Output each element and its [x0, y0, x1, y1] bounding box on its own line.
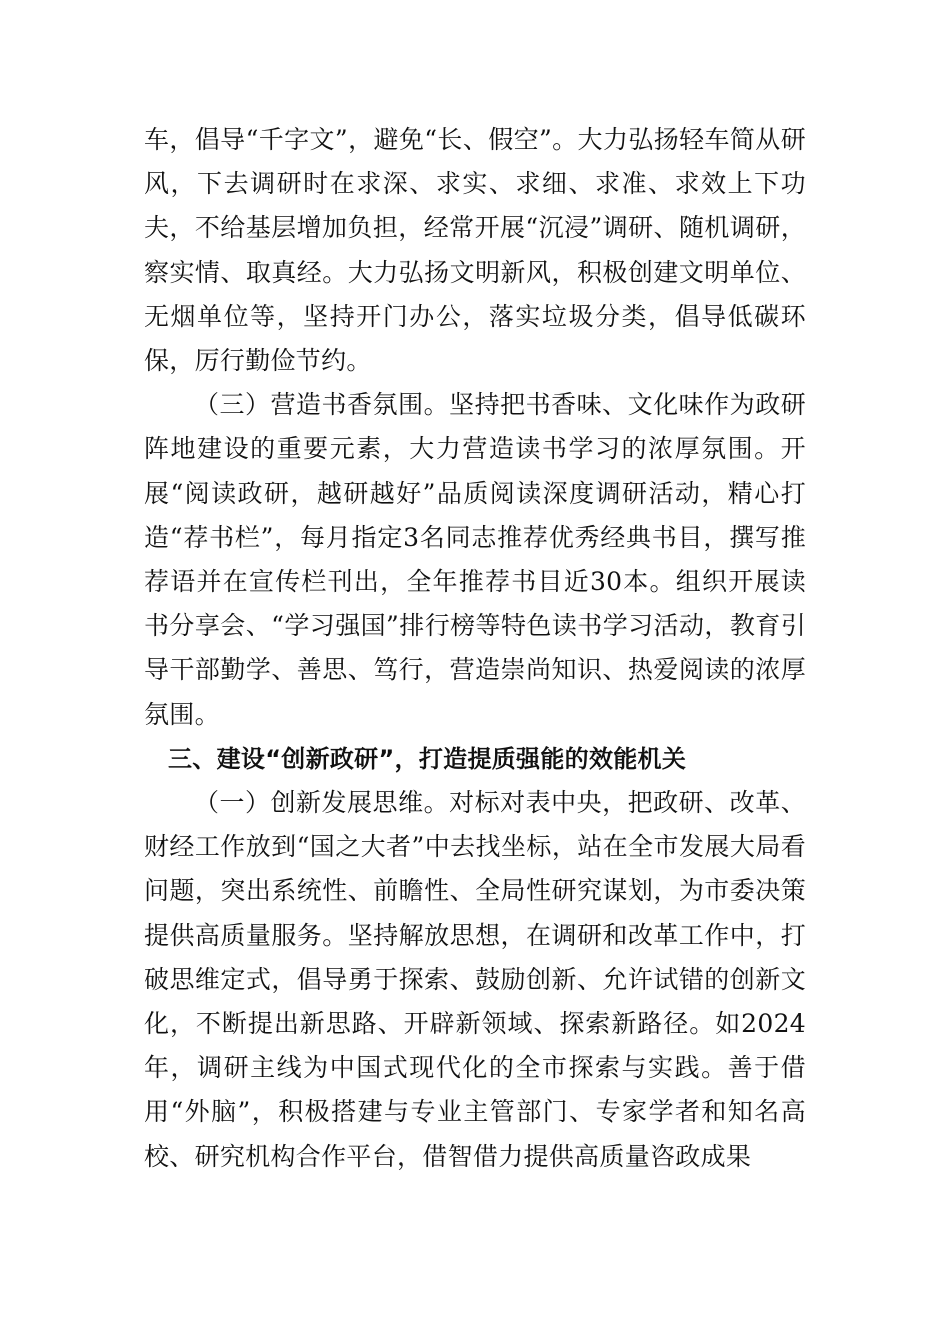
- section-heading-innovation: 三、建设“创新政研”，打造提质强能的效能机关: [168, 744, 687, 773]
- paragraph-lead-title: （一）创新发展思维。: [194, 788, 450, 818]
- paragraph-text: 车，倡导“千字文”，避免“长、假空”。大力弘扬轻车简从研风，下去调研时在求深、求实、求细、求准、求效上下功夫，不给基层增加负担，经常开展“沉浸”调研、随机调研，察实情、取真经。大力弘扬文明新风，积极创建文明单位、无烟单位等，坚持开门办公，落实垃圾分类，倡导低碳环保，厉行勤俭节约。: [144, 125, 806, 376]
- paragraph-book-atmosphere: [144, 383, 806, 737]
- paragraph-lead-title: （三）营造书香氛围。: [194, 390, 450, 420]
- paragraph-innovation-thinking: [144, 781, 806, 1179]
- paragraph-style-continuation: [144, 118, 806, 383]
- paragraph-text: 对标对表中央，把政研、改革、财经工作放到“国之大者”中去找坐标，站在全市发展大局看问题，突出系统性、前瞻性、全局性研究谋划，为市委决策提供高质量服务。坚持解放思想，在调研和改革工作中，打破思维定式，倡导勇于探索、鼓励创新、允许试错的创新文化，不断提出新思路、开辟新领域、探索新路径。如2024年，调研主线为中国式现代化的全市探索与实践。善于借用“外脑”，积极搭建与专业主管部门、专家学者和知名高校、研究机构合作平台，借智借力提供高质量咨政成果: [144, 788, 806, 1171]
- document-body: [144, 118, 806, 1179]
- paragraph-text: 坚持把书香味、文化味作为政研阵地建设的重要元素，大力营造读书学习的浓厚氛围。开展“阅读政研，越研越好”品质阅读深度调研活动，精心打造“荐书栏”，每月指定3名同志推荐优秀经典书目，撰写推荐语并在宣传栏刊出，全年推荐书目近30本。组织开展读书分享会、“学习强国”排行榜等特色读书学习活动，教育引导干部勤学、善思、笃行，营造崇尚知识、热爱阅读的浓厚氛围。: [144, 390, 806, 729]
